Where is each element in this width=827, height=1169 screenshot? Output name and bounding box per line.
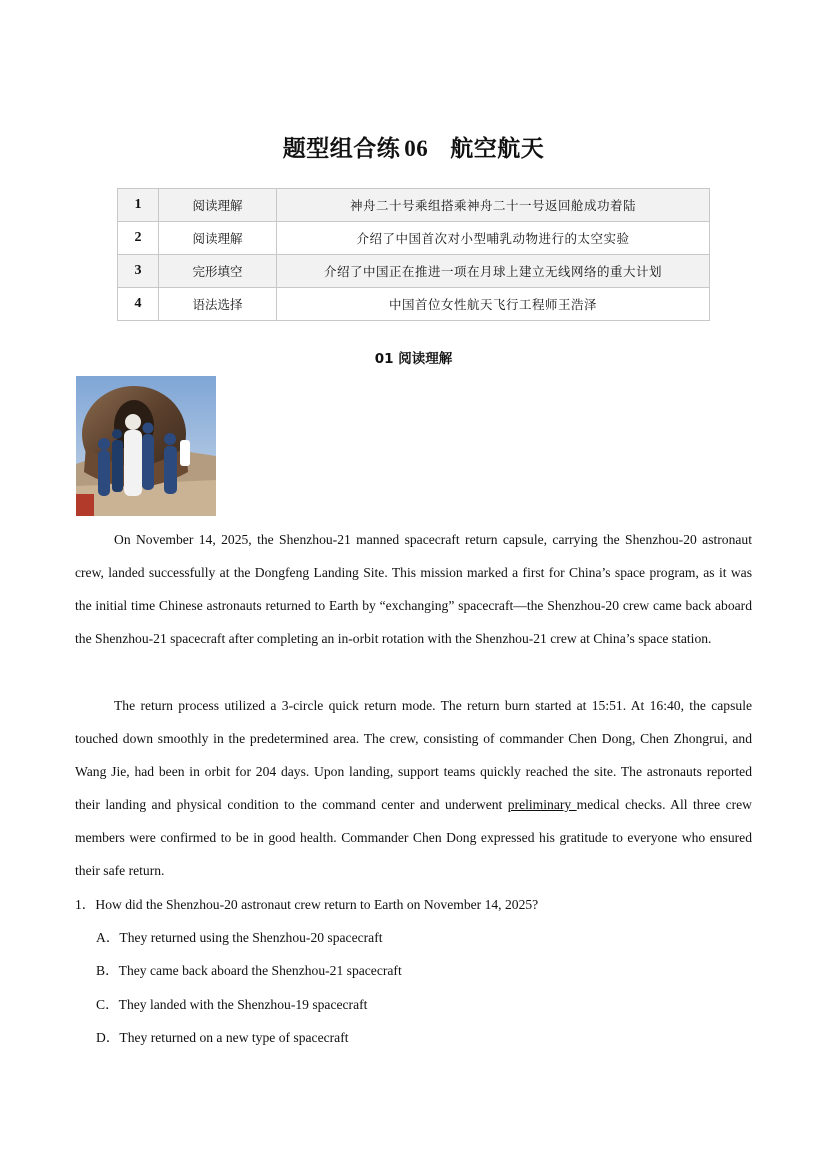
row-number: 1 [118,189,159,222]
option-text: They came back aboard the Shenzhou-21 spacecraft [118,963,402,978]
option-label: D． [96,1030,120,1045]
row-description: 介绍了中国正在推进一项在月球上建立无线网络的重大计划 [277,255,710,288]
passage-paragraph-2 [75,689,752,887]
row-description: 中国首位女性航天飞行工程师王浩泽 [277,288,710,321]
table-row [118,255,710,288]
option-label: C． [96,997,119,1012]
table-row [118,189,710,222]
table-row [118,288,710,321]
passage-paragraph-1 [75,523,752,655]
option-d[interactable] [96,1025,349,1050]
row-description: 介绍了中国首次对小型哺乳动物进行的太空实验 [277,222,710,255]
paragraph-text [75,689,752,887]
option-c[interactable] [96,992,367,1017]
option-text: They returned on a new type of spacecraft [119,1030,349,1045]
return-capsule-photo [76,376,216,516]
row-number: 4 [118,288,159,321]
underlined-word: preliminary [507,797,577,812]
option-text: They returned using the Shenzhou-20 spacecraft [119,930,383,945]
table-row [118,222,710,255]
paragraph-text: On November 14, 2025, the Shenzhou-21 manned spacecraft return capsule, carrying the Shenzhou-20 astronaut crew, landed successfully at the Dongfeng Landing Site. This mission marked a first for China’s space program, as it was the initial time Chinese astronauts returned to Earth by “exchanging” spacecraft—the Shenzhou-20 crew came back aboard the Shenzhou-21 spacecraft after completing an in-orbit rotation with the Shenzhou-21 crew at China’s space station. [75,532,752,646]
title-number: 06 [404,136,429,161]
paragraph-text-start: The return process utilized a 3-circle quick return mode. The return burn started at 15:51. At 16:40, the capsule touched down smoothly in the predetermined area. The crew, consisting of commander Chen Dong, Chen Zhongrui, and Wang Jie, had been in orbit for 204 days. Upon landing, support teams quickly reached the site. The astronauts reported their landing and physical condition to the command center and underwent [75,698,752,812]
option-label: B． [96,963,119,978]
row-number: 3 [118,255,159,288]
section-title: 01 阅读理解 [374,351,453,367]
title-prefix: 题型组合练 [282,135,401,162]
row-type: 完形填空 [159,255,277,288]
option-a[interactable] [96,925,383,950]
question-stem [75,892,765,917]
row-number: 2 [118,222,159,255]
row-type: 阅读理解 [159,189,277,222]
question-number: 1． [75,897,96,912]
row-type: 语法选择 [159,288,277,321]
question-text: How did the Shenzhou-20 astronaut crew return to Earth on November 14, 2025? [95,897,539,912]
option-text: They landed with the Shenzhou-19 spacecraft [118,997,368,1012]
option-b[interactable] [96,958,402,983]
page-title [0,130,827,163]
question-summary-table [117,188,710,321]
option-label: A． [96,930,120,945]
title-topic: 航空航天 [450,135,545,162]
row-description: 神舟二十号乘组搭乘神舟二十一号返回舱成功着陆 [277,189,710,222]
paragraph-text-end: medical checks. All three crew members were confirmed to be in good health. Commander Chen Dong expressed his gratitude to everyone who ensured their safe return. [75,797,752,878]
row-type: 阅读理解 [159,222,277,255]
